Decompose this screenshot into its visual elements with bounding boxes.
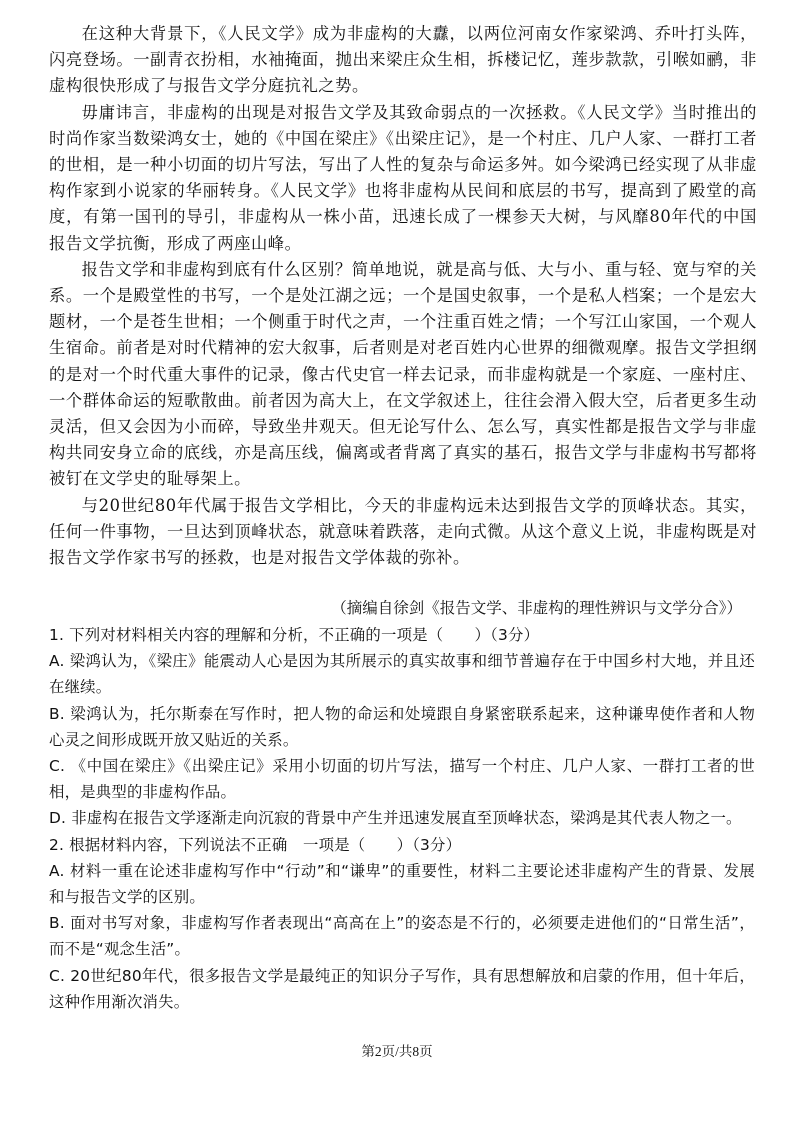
option-b: B. 面对书写对象，非虚构写作者表现出“高高在上”的姿态是不行的，必须要走进他们的“日常生活”，而不是“观念生活”。 — [49, 914, 755, 959]
passage-paragraph-1: 在这种大背景下，《人民文学》成为非虚构的大纛，以两位河南女作家梁鸿、乔叶打头阵，闪亮登场。一副青衣扮相，水袖掩面，抛出来梁庄众生相，拆楼记忆，莲步款款，引喉如鹂，非虚构很快形成了与报告文学分庭抗礼之势。 — [49, 24, 757, 96]
question-list — [49, 622, 755, 1015]
passage-paragraph-4: 与20世纪80年代属于报告文学相比，今天的非虚构远未达到报告文学的顶峰状态。其实，任何一件事物，一旦达到顶峰状态，就意味着跌落，走向式微。从这个意义上说，非虚构既是对报告文学作家书写的拯救，也是对报告文学体裁的弥补。 — [49, 495, 757, 568]
passage-paragraph-2: 毋庸讳言，非虚构的出现是对报告文学及其致命弱点的一次拯救。《人民文学》当时推出的时尚作家当数梁鸿女士，她的《中国在梁庄》《出梁庄记》，是一个村庄、几户人家、一群打工者的世相，是一种小切面的切片写法，写出了人性的复杂与命运多舛。如今梁鸿已经实现了从非虚构作家到小说家的华丽转身。《人民文学》也将非虚构从民间和底层的书写，提高到了殿堂的高度，有第一国刊的导引，非虚构从一株小苗，迅速长成了一棵参天大树，与风靡80年代的中国报告文学抗衡，形成了两座山峰。 — [49, 102, 757, 253]
question-stem: 2. 根据材料内容，下列说法不正确 一项是（ ）（3分） — [49, 835, 462, 854]
passage-source: （摘编自徐剑《报告文学、非虚构的理性辨识与文学分合》） — [331, 599, 742, 617]
reading-passage — [49, 21, 757, 571]
passage-paragraph-3: 报告文学和非虚构到底有什么区别？简单地说，就是高与低、大与小、重与轻、宽与窄的关系。一个是殿堂性的书写，一个是处江湖之远；一个是国史叙事，一个是私人档案；一个是宏大题材，一个是苍生世相；一个侧重于时代之声，一个注重百姓之情；一个写江山家国，一个观人生宿命。前者是对时代精神的宏大叙事，后者则是对老百姓内心世界的细微观摩。报告文学担纲的是对一个时代重大事件的记录，像古代史官一样去记录，而非虚构就是一个家庭、一座村庄、一个群体命运的短歌散曲。前者因为高大上，在文学叙述上，往往会滑入假大空，后者更多生动灵活，但又会因为小而碎，导致坐井观天。但无论写什么、怎么写，真实性都是报告文学与非虚构共同安身立命的底线，亦是高压线，偏离或者背离了真实的基石，报告文学与非虚构书写都将被钉在文学史的耻辱架上。 — [49, 259, 757, 489]
option-a: A. 材料一重在论述非虚构写作中“行动”和“谦卑”的重要性，材料二主要论述非虚构产生的背景、发展和与报告文学的区别。 — [49, 861, 755, 907]
option-d: D. 非虚构在报告文学逐渐走向沉寂的背景中产生并迅速发展直至顶峰状态，梁鸿是其代表人物之一。 — [49, 809, 742, 828]
option-c: C. 20世纪80年代，很多报告文学是最纯正的知识分子写作，具有思想解放和启蒙的作用，但十年后，这种作用渐次消失。 — [49, 966, 755, 1011]
option-b: B. 梁鸿认为，托尔斯泰在写作时，把人物的命运和处境跟自身紧密联系起来，这种谦卑使作者和人物心灵之间形成既开放又贴近的关系。 — [49, 704, 755, 749]
page-number: 第2页/共8页 — [361, 1044, 433, 1059]
question-1 — [49, 622, 755, 832]
question-stem: 1. 下列对材料相关内容的理解和分析，不正确的一项是（ ）（3分） — [49, 626, 540, 644]
option-c: C. 《中国在梁庄》《出梁庄记》采用小切面的切片写法，描写一个村庄、几户人家、一群打工者的世相，是典型的非虚构作品。 — [49, 757, 755, 802]
question-2 — [49, 832, 755, 1015]
option-a: A. 梁鸿认为，《梁庄》能震动人心是因为其所展示的真实故事和细节普遍存在于中国乡村大地，并且还在继续。 — [49, 652, 755, 697]
